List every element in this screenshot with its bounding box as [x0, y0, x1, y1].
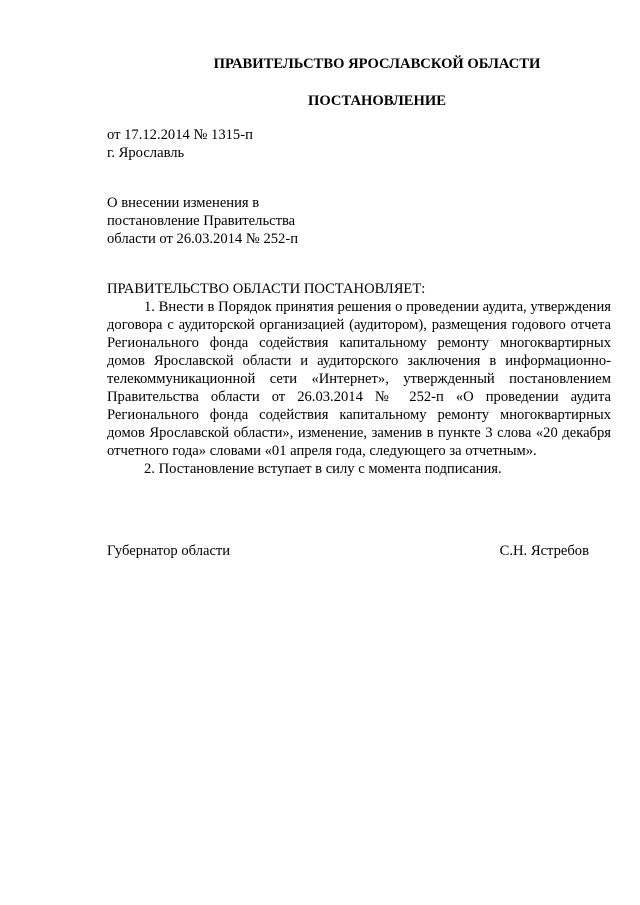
signatory-name: С.Н. Ястребов	[499, 543, 589, 559]
subject-line-3: области от 26.03.2014 № 252-п	[107, 231, 299, 247]
decree-item-1: 1. Внести в Порядок принятия решения о проведении аудита, утверждения договора с аудиторской организацией (аудитором), размещения годового отчета Регионального фонда содействия капитальному ремонту многоквартирных домов Ярославской области и аудиторского заключения в информационно-телекоммуникационной сети «Интернет», утвержденный постановлением Правительства области от 26.03.2014 № 252-п «О проведении аудита Регионального фонда содействия капитальному ремонту многоквартирных домов Ярославской области», изменение, заменив в пункте 3 слова «20 декабря отчетного года» словами «01 апреля года, следующего за отчетным».	[107, 299, 611, 459]
decree-item-2: 2. Постановление вступает в силу с момента подписания.	[144, 461, 502, 477]
document-subject	[107, 194, 407, 248]
decree-body	[107, 298, 611, 478]
document-meta	[107, 126, 407, 162]
decree-heading: ПРАВИТЕЛЬСТВО ОБЛАСТИ ПОСТАНОВЛЯЕТ:	[107, 281, 426, 297]
city: г. Ярославль	[107, 145, 185, 161]
subject-line-2: постановление Правительства	[107, 213, 296, 229]
date-number: от 17.12.2014 № 1315-п	[107, 127, 253, 143]
document-type: ПОСТАНОВЛЕНИЕ	[308, 93, 446, 109]
signatory-position: Губернатор области	[107, 543, 231, 559]
signature-block	[107, 542, 589, 560]
subject-line-1: О внесении изменения в	[107, 195, 260, 211]
government-title: ПРАВИТЕЛЬСТВО ЯРОСЛАВСКОЙ ОБЛАСТИ	[213, 56, 541, 72]
